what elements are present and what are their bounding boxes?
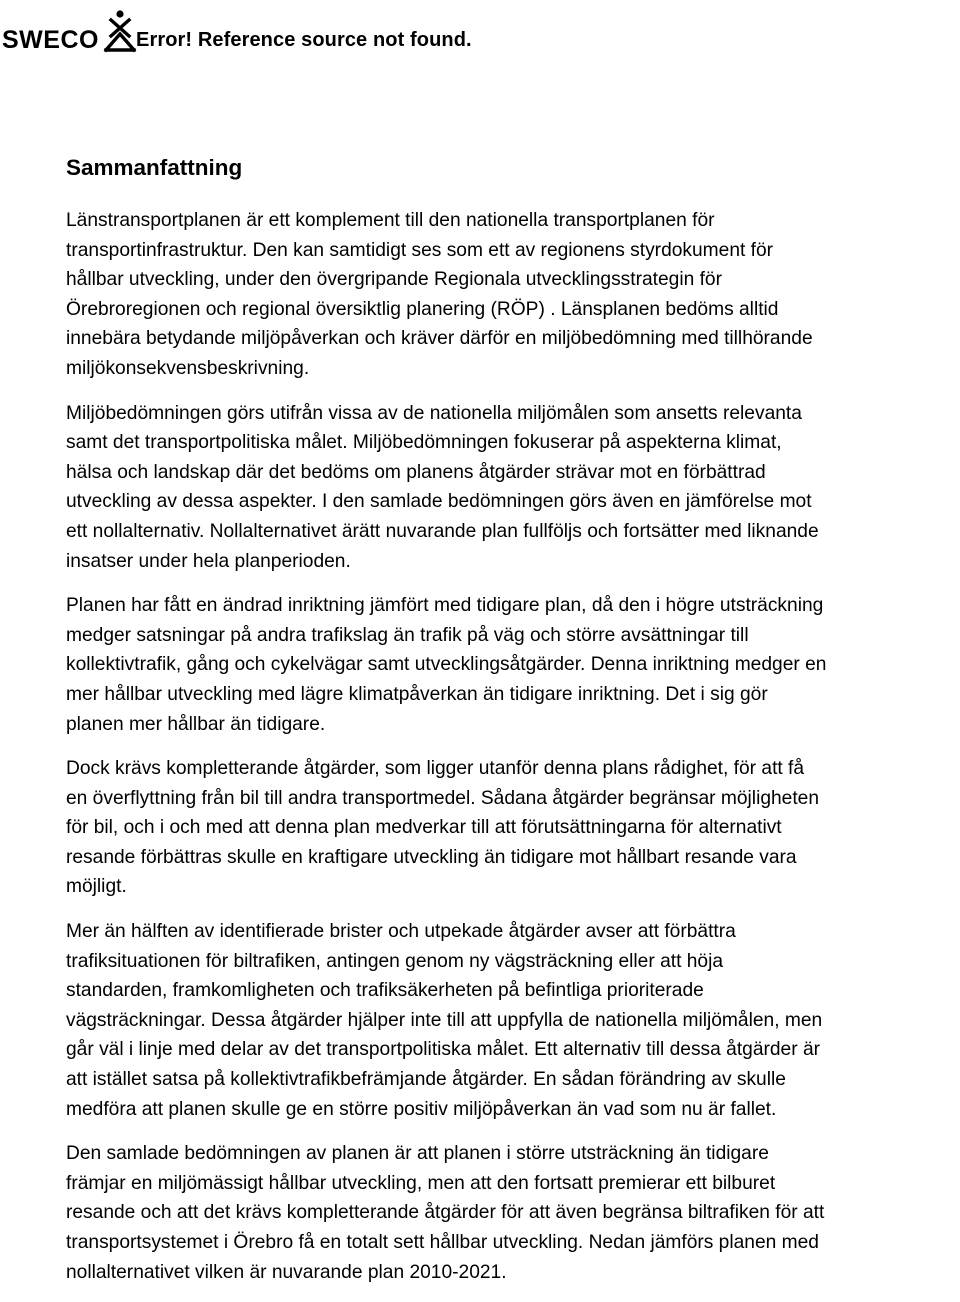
paragraph-line: standarden, framkomligheten och trafiksäkerheten på befintliga prioriterade [66, 980, 704, 1002]
paragraph-list [66, 206, 956, 1287]
paragraph-line: Mer än hälften av identifierade brister och utpekade åtgärder avser att förbättra [66, 921, 736, 943]
paragraph-line: kollektivtrafik, gång och cykelvägar samt utvecklingsåtgärder. Denna inriktning medger en [66, 654, 827, 676]
logo-figure-icon [106, 10, 134, 50]
paragraph [66, 917, 956, 1124]
paragraph-line: medger satsningar på andra trafikslag än trafik på väg och större avsättningar till [66, 624, 749, 646]
paragraph-line: Den samlade bedömningen av planen är att planen i större utsträckning än tidigare [66, 1143, 769, 1165]
document-body [66, 152, 956, 1302]
paragraph [66, 754, 956, 902]
paragraph-line: trafiksituationen för biltrafiken, antingen genom ny vägsträckning eller att höja [66, 950, 724, 972]
paragraph-line: Örebroregionen och regional översiktlig planering (RÖP) . Länsplanen bedöms alltid [66, 298, 779, 320]
paragraph-line: medföra att planen skulle ge en större positiv miljöpåverkan än vad som nu är fallet. [66, 1098, 777, 1120]
paragraph-line: innebära betydande miljöpåverkan och kräver därför en miljöbedömning med tillhörande [66, 328, 813, 350]
paragraph-line: Miljöbedömningen görs utifrån vissa av de nationella miljömålen som ansetts relevanta [66, 402, 802, 424]
paragraph-line: Länstransportplanen är ett komplement till den nationella transportplanen för [66, 210, 715, 231]
paragraph-line: möjligt. [66, 876, 127, 898]
paragraph-line: transportinfrastruktur. Den kan samtidigt ses som ett av regionens styrdokument för [66, 239, 774, 261]
paragraph-line: Dock krävs kompletterande åtgärder, som ligger utanför denna plans rådighet, för att få [66, 758, 805, 780]
paragraph-line: miljökonsekvensbeskrivning. [66, 357, 310, 379]
paragraph-line: planen mer hållbar än tidigare. [66, 713, 326, 735]
paragraph-line: samt det transportpolitiska målet. Miljöbedömningen fokuserar på aspekterna klimat, [66, 432, 782, 454]
sweco-logo [2, 8, 142, 54]
paragraph-line: för bil, och i och med att denna plan medverkar till att förutsättningarna för alternativt [66, 817, 782, 839]
paragraph-line: att istället satsa på kollektivtrafikbefrämjande åtgärder. En sådan förändring av skulle [66, 1069, 786, 1091]
paragraph-line: nollalternativet vilken är nuvarande plan 2010-2021. [66, 1261, 507, 1283]
paragraph-line: går väl i linje med delar av det transportpolitiska målet. Ett alternativ till dessa åtgärder är [66, 1039, 820, 1061]
paragraph-line: insatser under hela planperioden. [66, 550, 351, 572]
section-title: Sammanfattning [66, 155, 243, 180]
paragraph-line: främjar en miljömässigt hållbar utveckling, men att den fortsatt premierar ett bilburet [66, 1172, 776, 1194]
paragraph-line: hälsa och landskap där det bedöms om planens åtgärder strävar mot en förbättrad [66, 461, 766, 483]
paragraph-line: utveckling av dessa aspekter. I den samlade bedömningen görs även en jämförelse mot [66, 491, 812, 513]
paragraph-line: hållbar utveckling, under den övergripande Regionala utvecklingsstrategin för [66, 269, 722, 291]
paragraph-line: en överflyttning från bil till andra transportmedel. Sådana åtgärder begränsar möjligheten [66, 787, 820, 809]
logo-wordmark: SWECO [2, 26, 99, 54]
paragraph-line: ett nollalternativ. Nollalternativet ärätt nuvarande plan fullföljs och fortsätter med liknande [66, 520, 819, 542]
paragraph [66, 1139, 956, 1287]
paragraph-line: resande förbättras skulle en kraftigare utveckling än tidigare mot hållbart resande vara [66, 846, 797, 868]
paragraph-line: transportsystemet i Örebro få en totalt sett hållbar utveckling. Nedan jämförs planen med [66, 1232, 819, 1253]
paragraph-line: vägsträckningar. Dessa åtgärder hjälper inte till att uppfylla de nationella miljömålen, men [66, 1009, 823, 1031]
paragraph [66, 591, 956, 739]
paragraph-line: resande och att det krävs kompletterande åtgärder för att även begränsa biltrafiken för att [66, 1202, 825, 1224]
paragraph [66, 206, 956, 384]
paragraph [66, 399, 956, 577]
page-header [0, 6, 960, 56]
paragraph-line: Planen har fått en ändrad inriktning jämfört med tidigare plan, då den i högre utsträckning [66, 595, 824, 617]
header-error-text: Error! Reference source not found. [136, 29, 472, 51]
paragraph-line: mer hållbar utveckling med lägre klimatpåverkan än tidigare inriktning. Det i sig gör [66, 683, 768, 705]
